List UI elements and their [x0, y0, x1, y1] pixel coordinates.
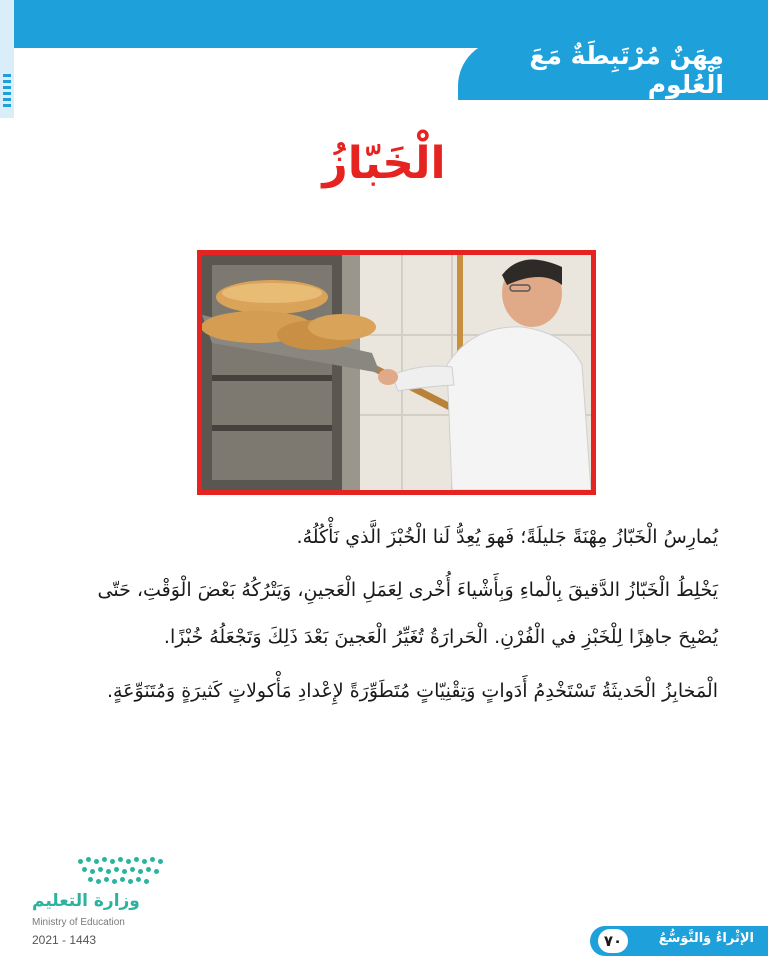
strip-dash — [3, 74, 11, 77]
paragraph-2-line-1: يَخْلِطُ الْخَبّازُ الدَّقيقَ بِالْماءِ وَبِأَشْياءَ أُخْرى لِعَمَلِ الْعَجينِ، وَيَتْرُكُهُ بَعْضَ الْوَقْتِ، حَتّى — [97, 579, 718, 601]
edition-year: 2021 - 1443 — [32, 933, 97, 947]
strip-dash — [3, 86, 11, 89]
section-banner-title: مِهَنٌ مُرْتَبِطَةٌ مَعَ الْعُلومِ — [529, 41, 724, 99]
strip-dash — [3, 92, 11, 95]
ministry-name-english: Ministry of Education — [32, 917, 125, 928]
paragraph-2-line-2: يُصْبِحَ جاهِزًا لِلْخَبْزِ في الْفُرْنِ. الْحَرارَةُ تُغَيِّرُ الْعَجينَ بَعْدَ ذَلِكَ وَتَجْعَلُهُ خُبْزًا. — [163, 626, 718, 648]
strip-dash — [3, 104, 11, 107]
baker-photo — [197, 250, 596, 495]
paragraph-3: الْمَخابِزُ الْحَديثَةُ تَسْتَخْدِمُ أَدَواتٍ وَتِقْنِيّاتٍ مُتَطَوِّرَةً لإِعْدادِ مَأْكولاتٍ كَثيرَةٍ وَمُتَنَوِّعَةٍ. — [106, 680, 718, 702]
paragraph-1: يُمارِسُ الْخَبّازُ مِهْنَةً جَليلَةً؛ فَهوَ يُعِدُّ لَنا الْخُبْزَ الَّذي نَأْكُلُهُ. — [296, 526, 718, 548]
baker-with-bread-icon — [202, 255, 591, 490]
page-title: الْخَبّازُ — [322, 138, 446, 189]
left-decorative-strip — [0, 0, 14, 118]
ministry-name-arabic: وزارة التعليم — [32, 891, 140, 911]
strip-dash — [3, 80, 11, 83]
strip-dash — [3, 98, 11, 101]
page-number: ٧٠ — [596, 927, 630, 955]
section-banner — [458, 40, 768, 100]
footer-section-label: الإثْراءُ وَالتَّوَسُّعُ — [658, 931, 754, 946]
ministry-logo — [32, 855, 182, 955]
